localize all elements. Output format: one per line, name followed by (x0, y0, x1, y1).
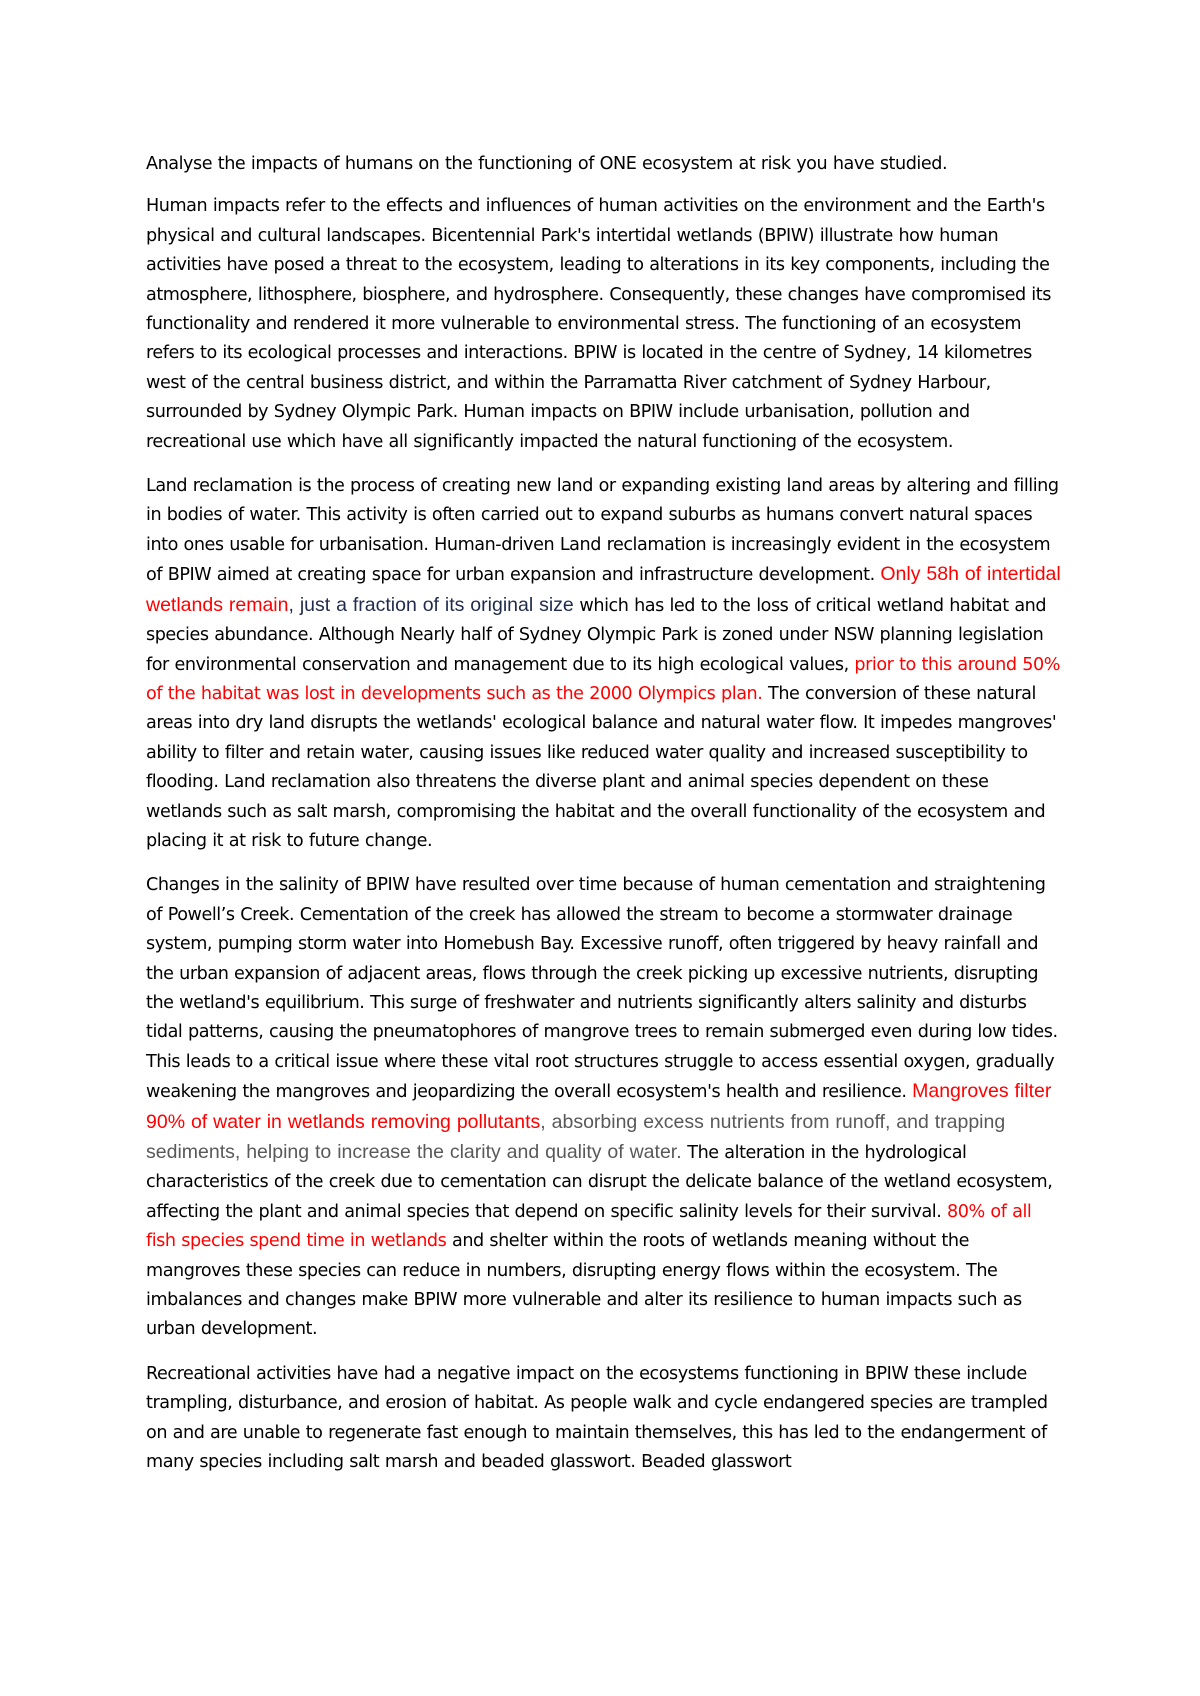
land-text-2: which has led to the loss of critical wetland habitat and species abundance. Although Nearly half of Sydney Olympic Park is zoned under NSW planning legislation for environmental conservation and management due to its high ecological values, (146, 595, 1047, 675)
salinity-highlight-nutrients: , absorbing excess nutrients from runoff, and trapping sediments, helping to increase the clarity and quality of water. (146, 1110, 1006, 1163)
paragraph-recreation: Recreational activities have had a negative impact on the ecosystems functioning in BPIW these include trampling, disturbance, and erosion of habitat. As people walk and cycle endangered species are trampled on and are unable to regenerate fast enough to maintain themselves, this has led to the endangerment of many species including salt marsh and beaded glasswort. Beaded glasswort (146, 1363, 1048, 1473)
document-body (146, 150, 1066, 1492)
paragraph-land-reclamation (146, 472, 1066, 856)
salinity-highlight-mangroves-filter: Mangroves filter 90% of water in wetlands removing pollutants (146, 1080, 1052, 1133)
paragraph-salinity (146, 871, 1066, 1345)
salinity-highlight-fish-species: 80% of all fish species spend time in wetlands (146, 1201, 1032, 1252)
salinity-text-2: The alteration in the hydrological characteristics of the creek due to cementation can disrupt the delicate balance of the wetland ecosystem, affecting the plant and animal species that depend on specific salinity levels for their survival. (146, 1143, 1053, 1222)
paragraph-intro: Human impacts refer to the effects and influences of human activities on the environment and the Earth's physical and cultural landscapes. Bicentennial Park's intertidal wetlands (BPIW) illustrate how human activities have posed a threat to the ecosystem, leading to alterations in its key components, including the atmosphere, lithosphere, biosphere, and hydrosphere. Consequently, these changes have compromised its functionality and rendered it more vulnerable to environmental stress. The functioning of an ecosystem refers to its ecological processes and interactions. BPIW is located in the centre of Sydney, 14 kilometres west of the central business district, and within the Parramatta River catchment of Sydney Harbour, surrounded by Sydney Olympic Park. Human impacts on BPIW include urbanisation, pollution and recreational use which have all significantly impacted the natural functioning of the ecosystem. (146, 196, 1051, 452)
land-highlight-original-size: , just a fraction of its original size (288, 593, 574, 616)
land-highlight-wetlands-remain: Only 58h of intertidal wetlands remain (146, 563, 1061, 616)
essay-question: Analyse the impacts of humans on the functioning of ONE ecosystem at risk you have studied. (146, 154, 948, 174)
land-text-3: The conversion of these natural areas into dry land disrupts the wetlands' ecological balance and natural water flow. It impedes mangroves' ability to filter and retain water, causing issues like reduced water quality and increased susceptibility to flooding. Land reclamation also threatens the diverse plant and animal species dependent on these wetlands such as salt marsh, compromising the habitat and the overall functionality of the ecosystem and placing it at risk to future change. (146, 683, 1057, 851)
salinity-text-3: and shelter within the roots of wetlands meaning without the mangroves these species can reduce in numbers, disrupting energy flows within the ecosystem. The imbalances and changes make BPIW more vulnerable and alter its resilience to human impacts such as urban development. (146, 1231, 1022, 1340)
land-text-1: Land reclamation is the process of creating new land or expanding existing land areas by altering and filling in bodies of water. This activity is often carried out to expand suburbs as humans convert natural spaces into ones usable for urbanisation. Human-driven Land reclamation is increasingly evident in the ecosystem of BPIW aimed at creating space for urban expansion and infrastructure development. (146, 476, 1059, 586)
land-highlight-habitat-lost: prior to this around 50% of the habitat was lost in developments such as the 2000 Olympics plan. (146, 654, 1060, 704)
salinity-text-1: Changes in the salinity of BPIW have resulted over time because of human cementation and straightening of Powell’s Creek. Cementation of the creek has allowed the stream to become a stormwater drainage system, pumping storm water into Homebush Bay. Excessive runoff, often triggered by heavy rainfall and the urban expansion of adjacent areas, flows through the creek picking up excessive nutrients, disrupting the wetland's equilibrium. This surge of freshwater and nutrients significantly alters salinity and disturbs tidal patterns, causing the pneumatophores of mangrove trees to remain submerged even during low tides. This leads to a critical issue where these vital root structures struggle to access essential oxygen, gradually weakening the mangroves and jeopardizing the overall ecosystem's health and resilience. (146, 875, 1058, 1103)
